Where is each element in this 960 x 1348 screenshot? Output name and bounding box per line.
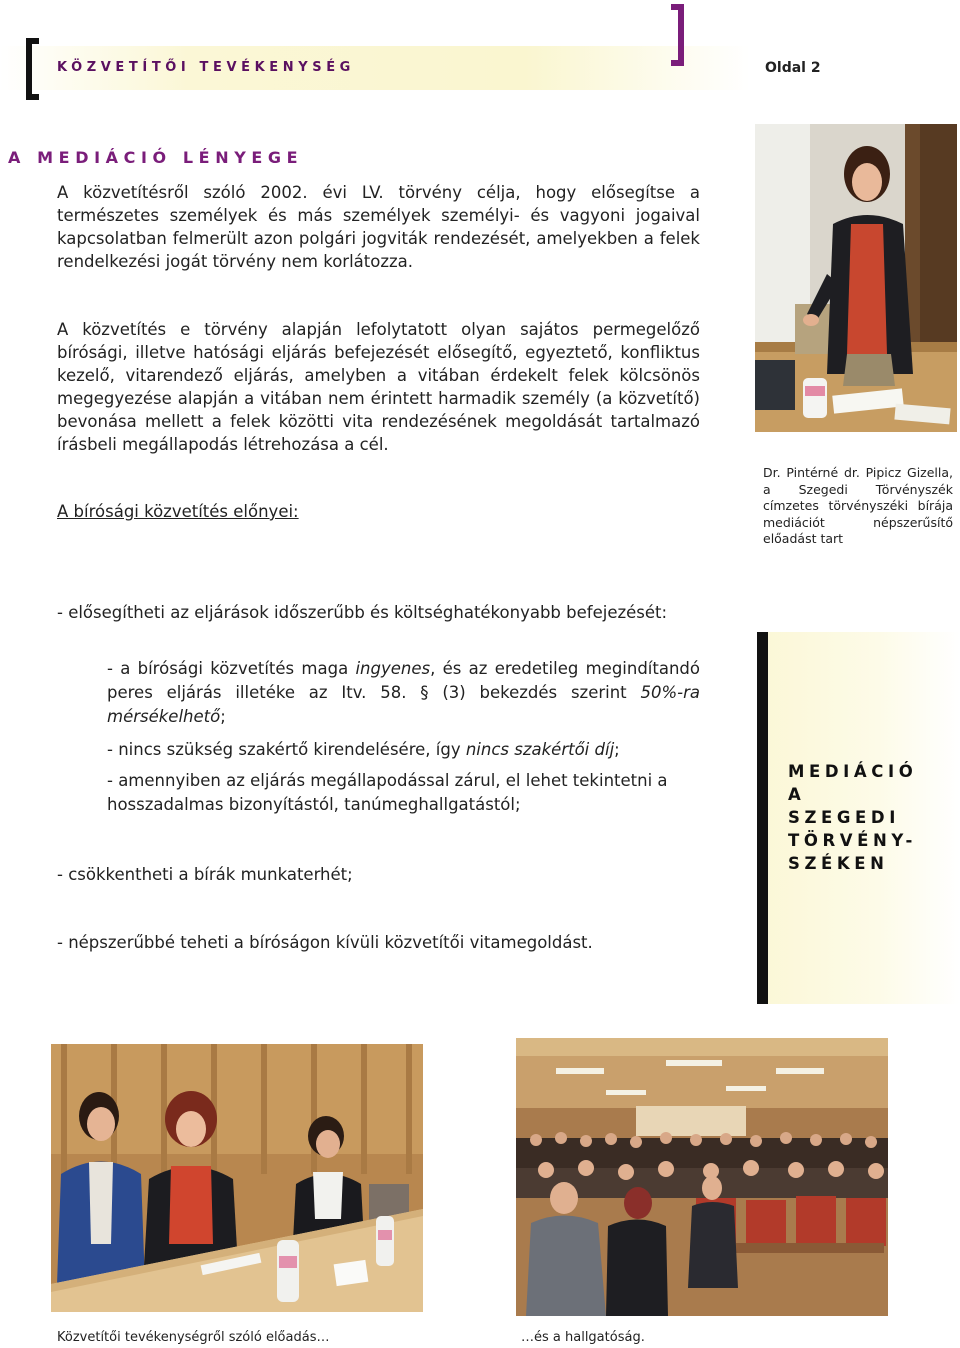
sub-item-text: ; (220, 707, 226, 726)
list-item-workload: - csökkentheti a bírák munkaterhét; (57, 865, 353, 884)
sub-item-text: , és az eredetileg megindítandó peres eljárás illetéke az Itv. 58. § (3) bekezdés szerint (107, 659, 700, 702)
section-heading: A MEDIÁCIÓ LÉNYEGE (8, 148, 304, 167)
page-number: Oldal 2 (765, 60, 821, 76)
sub-item-free-of-charge (107, 657, 700, 729)
callout-text (788, 760, 953, 875)
advantages-heading: A bírósági közvetítés előnyei: (57, 502, 299, 521)
sub-item-text: - nincs szükség szakértő kirendelésére, így (107, 740, 466, 759)
callout-line: TÖRVÉNY- (788, 831, 918, 850)
callout-line: MEDIÁCIÓ (788, 762, 918, 781)
callout-line: A (788, 785, 806, 804)
audience-photo (516, 1038, 888, 1316)
callout-accent-bar (757, 632, 768, 1004)
callout-line: SZÉKEN (788, 854, 889, 873)
emphasis-text: nincs szakértői díj (465, 740, 615, 759)
sub-item-text: - a bírósági közvetítés maga (107, 659, 356, 678)
intro-paragraph: A közvetítésről szóló 2002. évi LV. törvény célja, hogy elősegítse a természetes személyek és más személyek személyi- és vagyoni jogaival kapcsolatban felmerült azon polgári jogviták rendezését, amelyekben a felek rendelkezési jogát törvény nem korlátozza. (57, 183, 700, 271)
panel-photo-caption: Közvetítői tevékenységről szóló előadás… (57, 1330, 330, 1345)
sub-item-no-expert (107, 738, 700, 762)
emphasis-text: ingyenes (355, 659, 431, 678)
definition-paragraph: A közvetítés e törvény alapján lefolytatott olyan sajátos permegelőző bírósági, illetve hatósági eljárás befejezését elősegítő, egyeztető, konfliktus kezelő, vitarendező eljárás, amelyben a vitában érdekelt felek kölcsönös megegyezése alapján a vitában nem érintett harmadik személy (a közvetítő) bevonása mellett a felek közötti vita rendezésének megoldását tartalmazó írásbeli megállapodás létrehozása a cél. (57, 320, 700, 454)
callout-line: SZEGEDI (788, 808, 900, 827)
presenter-photo (755, 124, 957, 432)
emphasis-text: 50%-ra mérsékelhető (107, 683, 700, 726)
sub-item-text: ; (614, 740, 620, 759)
left-bracket-decoration (26, 38, 39, 100)
audience-photo-caption: …és a hallgatóság. (521, 1330, 645, 1345)
sub-item-no-evidence: - amennyiben az eljárás megállapodással zárul, el lehet tekintetni a hosszadalmas bizonyítástól, tanúmeghallgatástól; (107, 771, 668, 814)
right-bracket-decoration (671, 4, 684, 66)
list-item-popularity: - népszerűbbé teheti a bíróságon kívüli közvetítői vitamegoldást. (57, 933, 593, 952)
panel-photo (51, 1044, 423, 1312)
header-title: KÖZVETÍTŐI TEVÉKENYSÉG (57, 60, 355, 75)
presenter-caption: Dr. Pintérné dr. Pipicz Gizella, a Szegedi Törvényszék címzetes törvényszéki bírája mediációt népszerűsítő előadást tart (763, 465, 953, 546)
list-item-efficiency: - elősegítheti az eljárások időszerűbb és költséghatékonyabb befejezését: (57, 603, 668, 622)
